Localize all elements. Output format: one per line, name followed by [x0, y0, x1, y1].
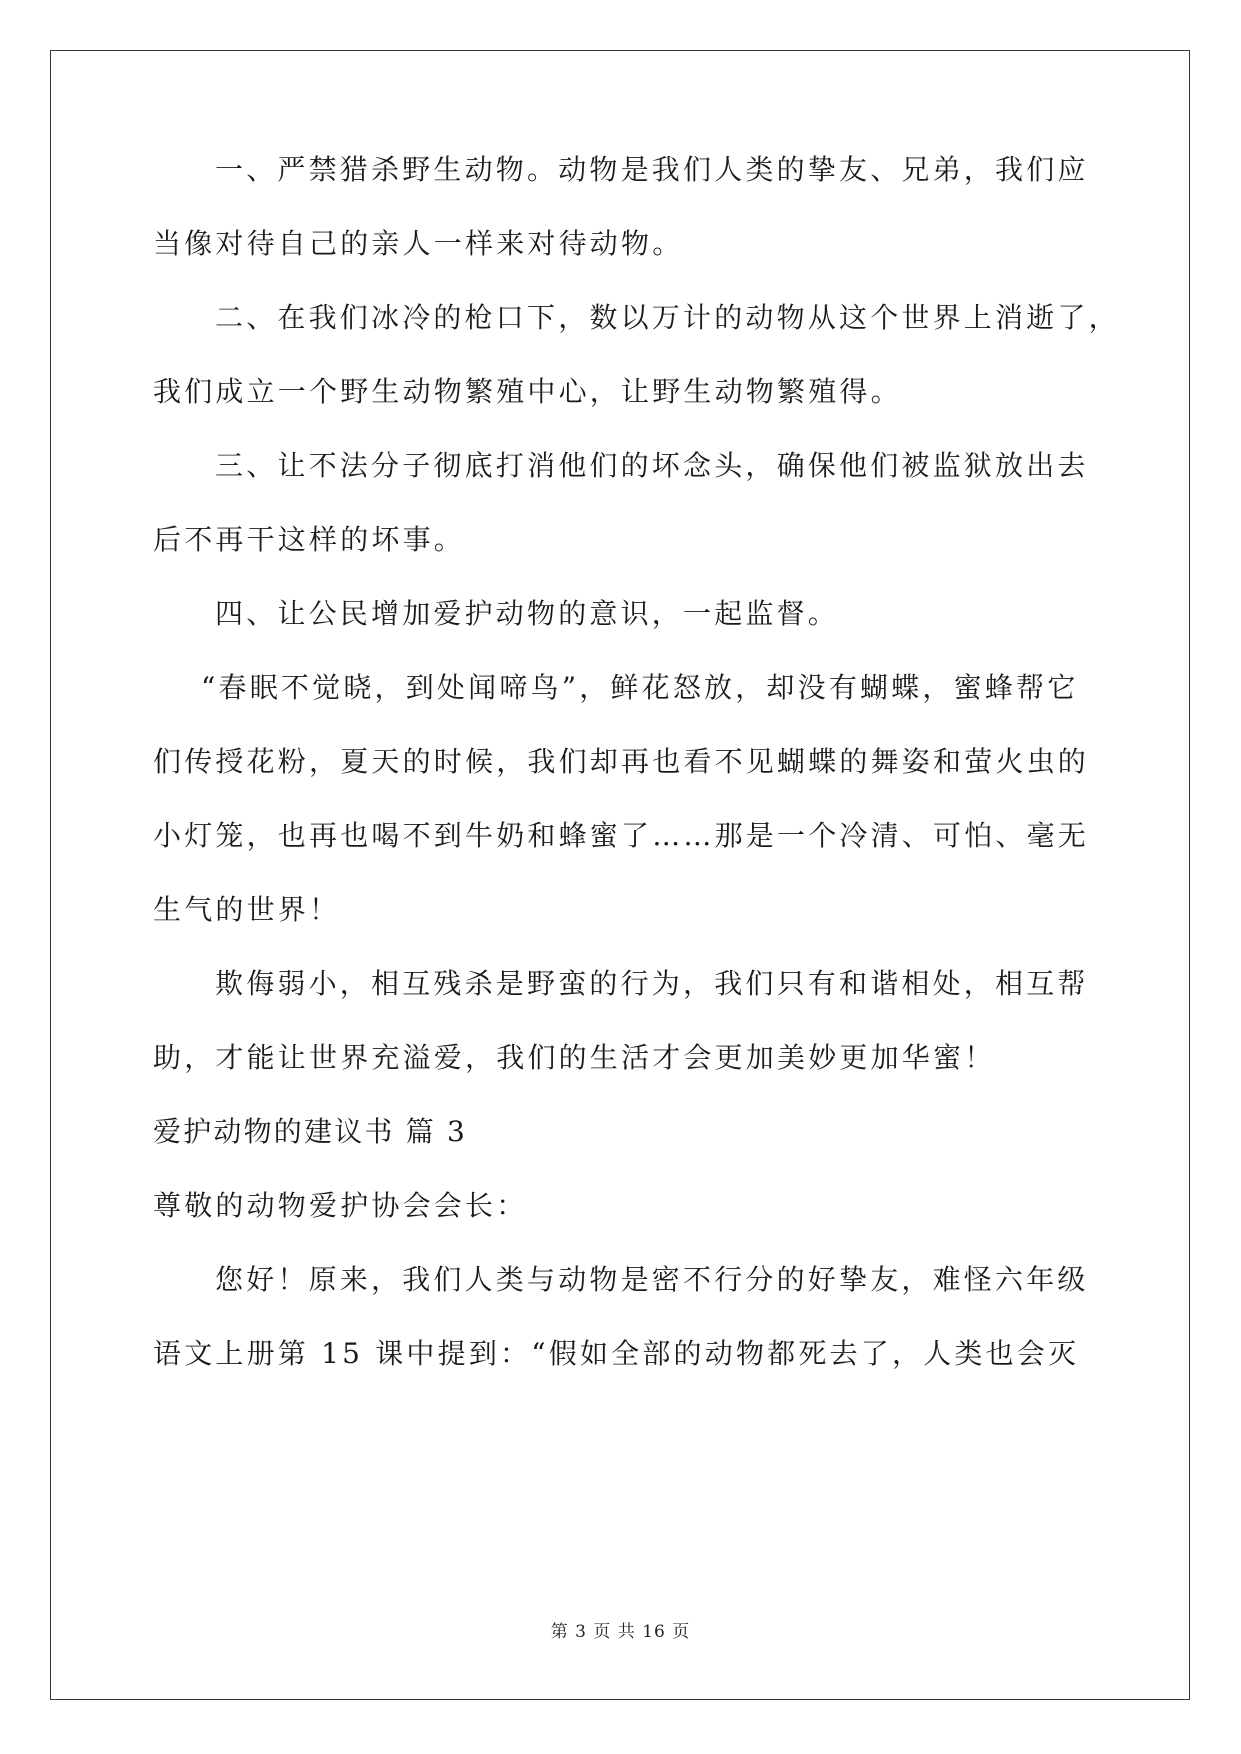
paragraph-9-line-2: 语文上册第 15 课中提到：“假如全部的动物都死去了，人类也会灭 — [153, 1337, 1080, 1370]
paragraph-9-line-1: 您好！原来，我们人类与动物是密不行分的好挚友，难怪六年级 — [215, 1263, 1089, 1296]
paragraph-4-line-1: 四、让公民增加爱护动物的意识，一起监督。 — [215, 597, 840, 630]
paragraph-6-line-1: 欺侮弱小，相互残杀是野蛮的行为，我们只有和谐相处，相互帮 — [215, 967, 1089, 1000]
paragraph-1-line-2: 当像对待自己的亲人一样来对待动物。 — [153, 227, 684, 260]
paragraph-2-line-1: 二、在我们冰冷的枪口下，数以万计的动物从这个世界上消逝了， — [215, 301, 1120, 334]
paragraph-1-line-1: 一、严禁猎杀野生动物。动物是我们人类的挚友、兄弟，我们应 — [215, 153, 1089, 186]
paragraph-3-line-1: 三、让不法分子彻底打消他们的坏念头，确保他们被监狱放出去 — [215, 449, 1089, 482]
section-heading: 爱护动物的建议书 篇 3 — [153, 1115, 468, 1148]
paragraph-5-line-1: “春眠不觉晓，到处闻啼鸟”，鲜花怒放，却没有蝴蝶，蜜蜂帮它 — [201, 671, 1079, 704]
paragraph-6-line-2: 助，才能让世界充溢爱，我们的生活才会更加美妙更加华蜜！ — [153, 1041, 996, 1074]
page-number-footer: 第 3 页 共 16 页 — [550, 1622, 691, 1642]
paragraph-5-line-2: 们传授花粉，夏天的时候，我们却再也看不见蝴蝶的舞姿和萤火虫的 — [153, 745, 1090, 778]
paragraph-2-line-2: 我们成立一个野生动物繁殖中心，让野生动物繁殖得。 — [153, 375, 902, 408]
paragraph-3-line-2: 后不再干这样的坏事。 — [153, 523, 466, 556]
paragraph-5-line-3: 小灯笼，也再也喝不到牛奶和蜂蜜了……那是一个冷清、可怕、毫无 — [153, 819, 1090, 852]
paragraph-5-line-4: 生气的世界！ — [153, 893, 341, 926]
salutation: 尊敬的动物爱护协会会长： — [153, 1189, 528, 1222]
